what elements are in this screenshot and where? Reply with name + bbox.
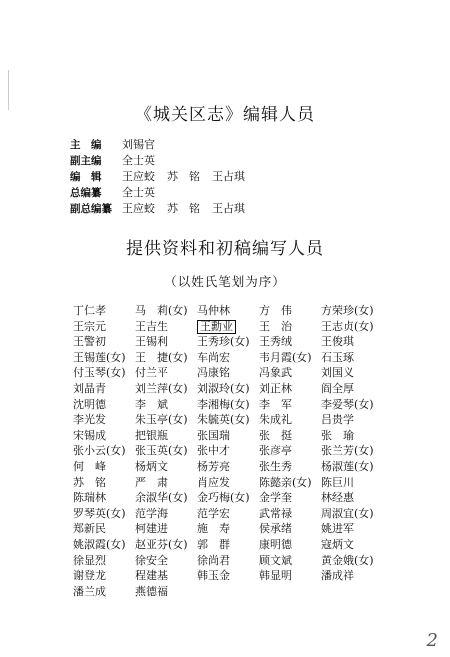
contributor-name: 张 挺 bbox=[259, 428, 292, 442]
contributor-name bbox=[197, 319, 259, 335]
contributor-name: 郭 群 bbox=[197, 537, 230, 551]
editors-heading: 《城关区志》编辑人员 bbox=[135, 105, 315, 125]
contributor-name: 李 军 bbox=[259, 397, 292, 411]
contributor-name: 黄金娥(女) bbox=[321, 553, 374, 567]
editor-row bbox=[70, 168, 390, 184]
contributor-name: 罗琴英(女) bbox=[73, 506, 126, 520]
contributor-name: 姚淑霞(女) bbox=[73, 537, 126, 551]
contributors-grid bbox=[73, 303, 401, 599]
contributor-name: 杨炳文 bbox=[135, 459, 168, 473]
contributor-name bbox=[197, 584, 259, 600]
editor-names bbox=[122, 184, 155, 200]
contributor-name: 刘国义 bbox=[321, 366, 354, 380]
contributor-name: 施 寿 bbox=[197, 522, 230, 536]
editor-names bbox=[122, 152, 155, 168]
contributor-name: 范学宏 bbox=[197, 506, 230, 520]
contributor-name: 刘正林 bbox=[259, 381, 292, 395]
contributor-name: 陈巨川 bbox=[321, 475, 354, 489]
contributors-heading: 提供资料和初稿编写人员 bbox=[126, 239, 324, 259]
contributor-name: 韩玉金 bbox=[197, 569, 230, 583]
contributor-name: 韦月霞(女) bbox=[259, 350, 312, 364]
contributor-name: 余淑华(女) bbox=[135, 491, 188, 505]
contributor-name: 陈懿亲(女) bbox=[259, 475, 312, 489]
contributor-name: 王 捷(女) bbox=[135, 350, 188, 364]
editor-role: 总编纂 bbox=[70, 186, 102, 199]
contributor-name: 韩显明 bbox=[259, 569, 292, 583]
contributor-name: 王 治 bbox=[259, 319, 292, 333]
editor-role: 副主编 bbox=[70, 154, 102, 167]
contributor-name: 王秀珍(女) bbox=[197, 335, 250, 349]
contributor-name: 燕德福 bbox=[135, 584, 168, 598]
editor-row bbox=[70, 184, 390, 200]
contributor-name: 王吉生 bbox=[135, 319, 168, 333]
contributor-name: 林经惠 bbox=[321, 491, 354, 505]
boxed-contributor-name: 王勳业 bbox=[197, 320, 236, 334]
contributor-name: 柯建进 bbox=[135, 522, 168, 536]
contributor-name: 方荣珍(女) bbox=[321, 304, 374, 317]
contributor-name: 李 斌 bbox=[135, 397, 168, 411]
contributor-name: 刘兰萍(女) bbox=[135, 381, 188, 395]
contributor-name: 石玉琢 bbox=[321, 350, 354, 364]
editor-names bbox=[122, 168, 245, 184]
contributor-name: 丁仁孝 bbox=[73, 304, 106, 317]
editor-row bbox=[70, 136, 390, 152]
contributor-name: 张小云(女) bbox=[73, 444, 126, 458]
contributor-name: 寇炳文 bbox=[321, 537, 354, 551]
contributor-name: 金巧梅(女) bbox=[197, 491, 250, 505]
contributor-name: 严 肃 bbox=[135, 475, 168, 489]
editor-role: 编 辑 bbox=[70, 170, 102, 183]
editor-row bbox=[70, 152, 390, 168]
contributor-name: 张 瑜 bbox=[321, 428, 354, 442]
contributor-name: 马仲林 bbox=[197, 304, 230, 317]
contributor-name: 苏 铭 bbox=[73, 475, 106, 489]
contributor-name: 潘成祥 bbox=[321, 569, 354, 583]
contributor-name: 徐安全 bbox=[135, 553, 168, 567]
contributor-name bbox=[321, 584, 401, 600]
contributor-name: 肖应发 bbox=[197, 475, 230, 489]
contributor-name: 王锡莲(女) bbox=[73, 350, 126, 364]
contributor-name: 何 峰 bbox=[73, 459, 106, 473]
contributor-name: 冯康铭 bbox=[197, 366, 230, 380]
contributor-name: 谢登龙 bbox=[73, 569, 106, 583]
contributor-name: 张彦亭 bbox=[259, 444, 292, 458]
contributor-name: 方 伟 bbox=[259, 304, 292, 317]
contributor-name: 王秀绒 bbox=[259, 335, 292, 349]
contributor-name: 付兰平 bbox=[135, 366, 168, 380]
contributor-name: 王志贞(女) bbox=[321, 319, 374, 333]
contributor-name: 郑新民 bbox=[73, 522, 106, 536]
contributor-name: 刘淑玲(女) bbox=[197, 381, 250, 395]
contributor-name: 车尚宏 bbox=[197, 350, 230, 364]
contributor-name: 张兰芳(女) bbox=[321, 444, 374, 458]
contributor-name: 朱成礼 bbox=[259, 413, 292, 427]
contributor-name: 范学海 bbox=[135, 506, 168, 520]
contributor-name: 杨芳亮 bbox=[197, 459, 230, 473]
editor-name: 苏 铭 bbox=[167, 202, 200, 215]
editor-name: 苏 铭 bbox=[167, 170, 200, 183]
contributor-name: 冯象武 bbox=[259, 366, 292, 380]
contributor-name: 刘晶青 bbox=[73, 381, 106, 395]
contributor-name: 宋锡成 bbox=[73, 428, 106, 442]
contributor-name: 张玉英(女) bbox=[135, 444, 188, 458]
contributor-name: 金学奎 bbox=[259, 491, 292, 505]
contributor-name: 阎全厚 bbox=[321, 381, 354, 395]
editor-name: 王应蛟 bbox=[122, 202, 155, 215]
contributor-name: 程建基 bbox=[135, 569, 168, 583]
contributor-name: 马 莉(女) bbox=[135, 304, 188, 317]
editor-name: 刘锡官 bbox=[122, 138, 155, 151]
contributor-name: 吕贵学 bbox=[321, 413, 354, 427]
contributor-name: 朱毓英(女) bbox=[197, 413, 250, 427]
contributor-name: 杨淑莲(女) bbox=[321, 459, 374, 473]
contributors-ordering-note: （以姓氏笔划为序） bbox=[164, 274, 286, 289]
editor-name: 全士英 bbox=[122, 154, 155, 167]
editor-name: 全士英 bbox=[122, 186, 155, 199]
contributor-name: 侯承绪 bbox=[259, 522, 292, 536]
contributor-name: 康明德 bbox=[259, 537, 292, 551]
contributor-name: 张中才 bbox=[197, 444, 230, 458]
contributor-name: 徐显烈 bbox=[73, 553, 106, 567]
contributor-name: 李光发 bbox=[73, 413, 106, 427]
editor-name: 王占琪 bbox=[212, 170, 245, 183]
contributor-name: 陈瑞林 bbox=[73, 491, 106, 505]
contributor-name: 把银瓶 bbox=[135, 428, 168, 442]
contributor-name: 沈明德 bbox=[73, 397, 106, 411]
contributor-name: 王俊琪 bbox=[321, 335, 354, 349]
editor-names bbox=[122, 136, 155, 152]
contributor-name: 武常禄 bbox=[259, 506, 292, 520]
contributor-name: 顾文斌 bbox=[259, 553, 292, 567]
editor-role: 主 编 bbox=[70, 138, 102, 151]
contributor-name: 李爱琴(女) bbox=[321, 397, 374, 411]
editor-name: 王占琪 bbox=[212, 202, 245, 215]
contributor-name: 李湘梅(女) bbox=[197, 397, 250, 411]
contributor-name: 王宗元 bbox=[73, 319, 106, 333]
contributor-name: 付玉琴(女) bbox=[73, 366, 126, 380]
contributor-name: 潘兰成 bbox=[73, 584, 106, 598]
editor-role: 副总编纂 bbox=[70, 202, 112, 215]
editor-name: 王应蛟 bbox=[122, 170, 155, 183]
contributor-name: 王警初 bbox=[73, 335, 106, 349]
editor-names bbox=[122, 200, 245, 216]
contributor-name: 朱玉亭(女) bbox=[135, 413, 188, 427]
contributor-name: 徐尚君 bbox=[197, 553, 230, 567]
contributor-name: 张生秀 bbox=[259, 459, 292, 473]
editor-row bbox=[70, 200, 390, 216]
contributor-name: 赵亚芬(女) bbox=[135, 537, 188, 551]
contributor-name: 张国瑞 bbox=[197, 428, 230, 442]
contributor-name: 王锡利 bbox=[135, 335, 168, 349]
contributor-name: 姚进军 bbox=[321, 522, 354, 536]
editors-list bbox=[70, 136, 390, 216]
contributor-name: 周淑宜(女) bbox=[321, 506, 374, 520]
page-number: 2 bbox=[426, 630, 438, 651]
contributor-name bbox=[259, 584, 321, 600]
